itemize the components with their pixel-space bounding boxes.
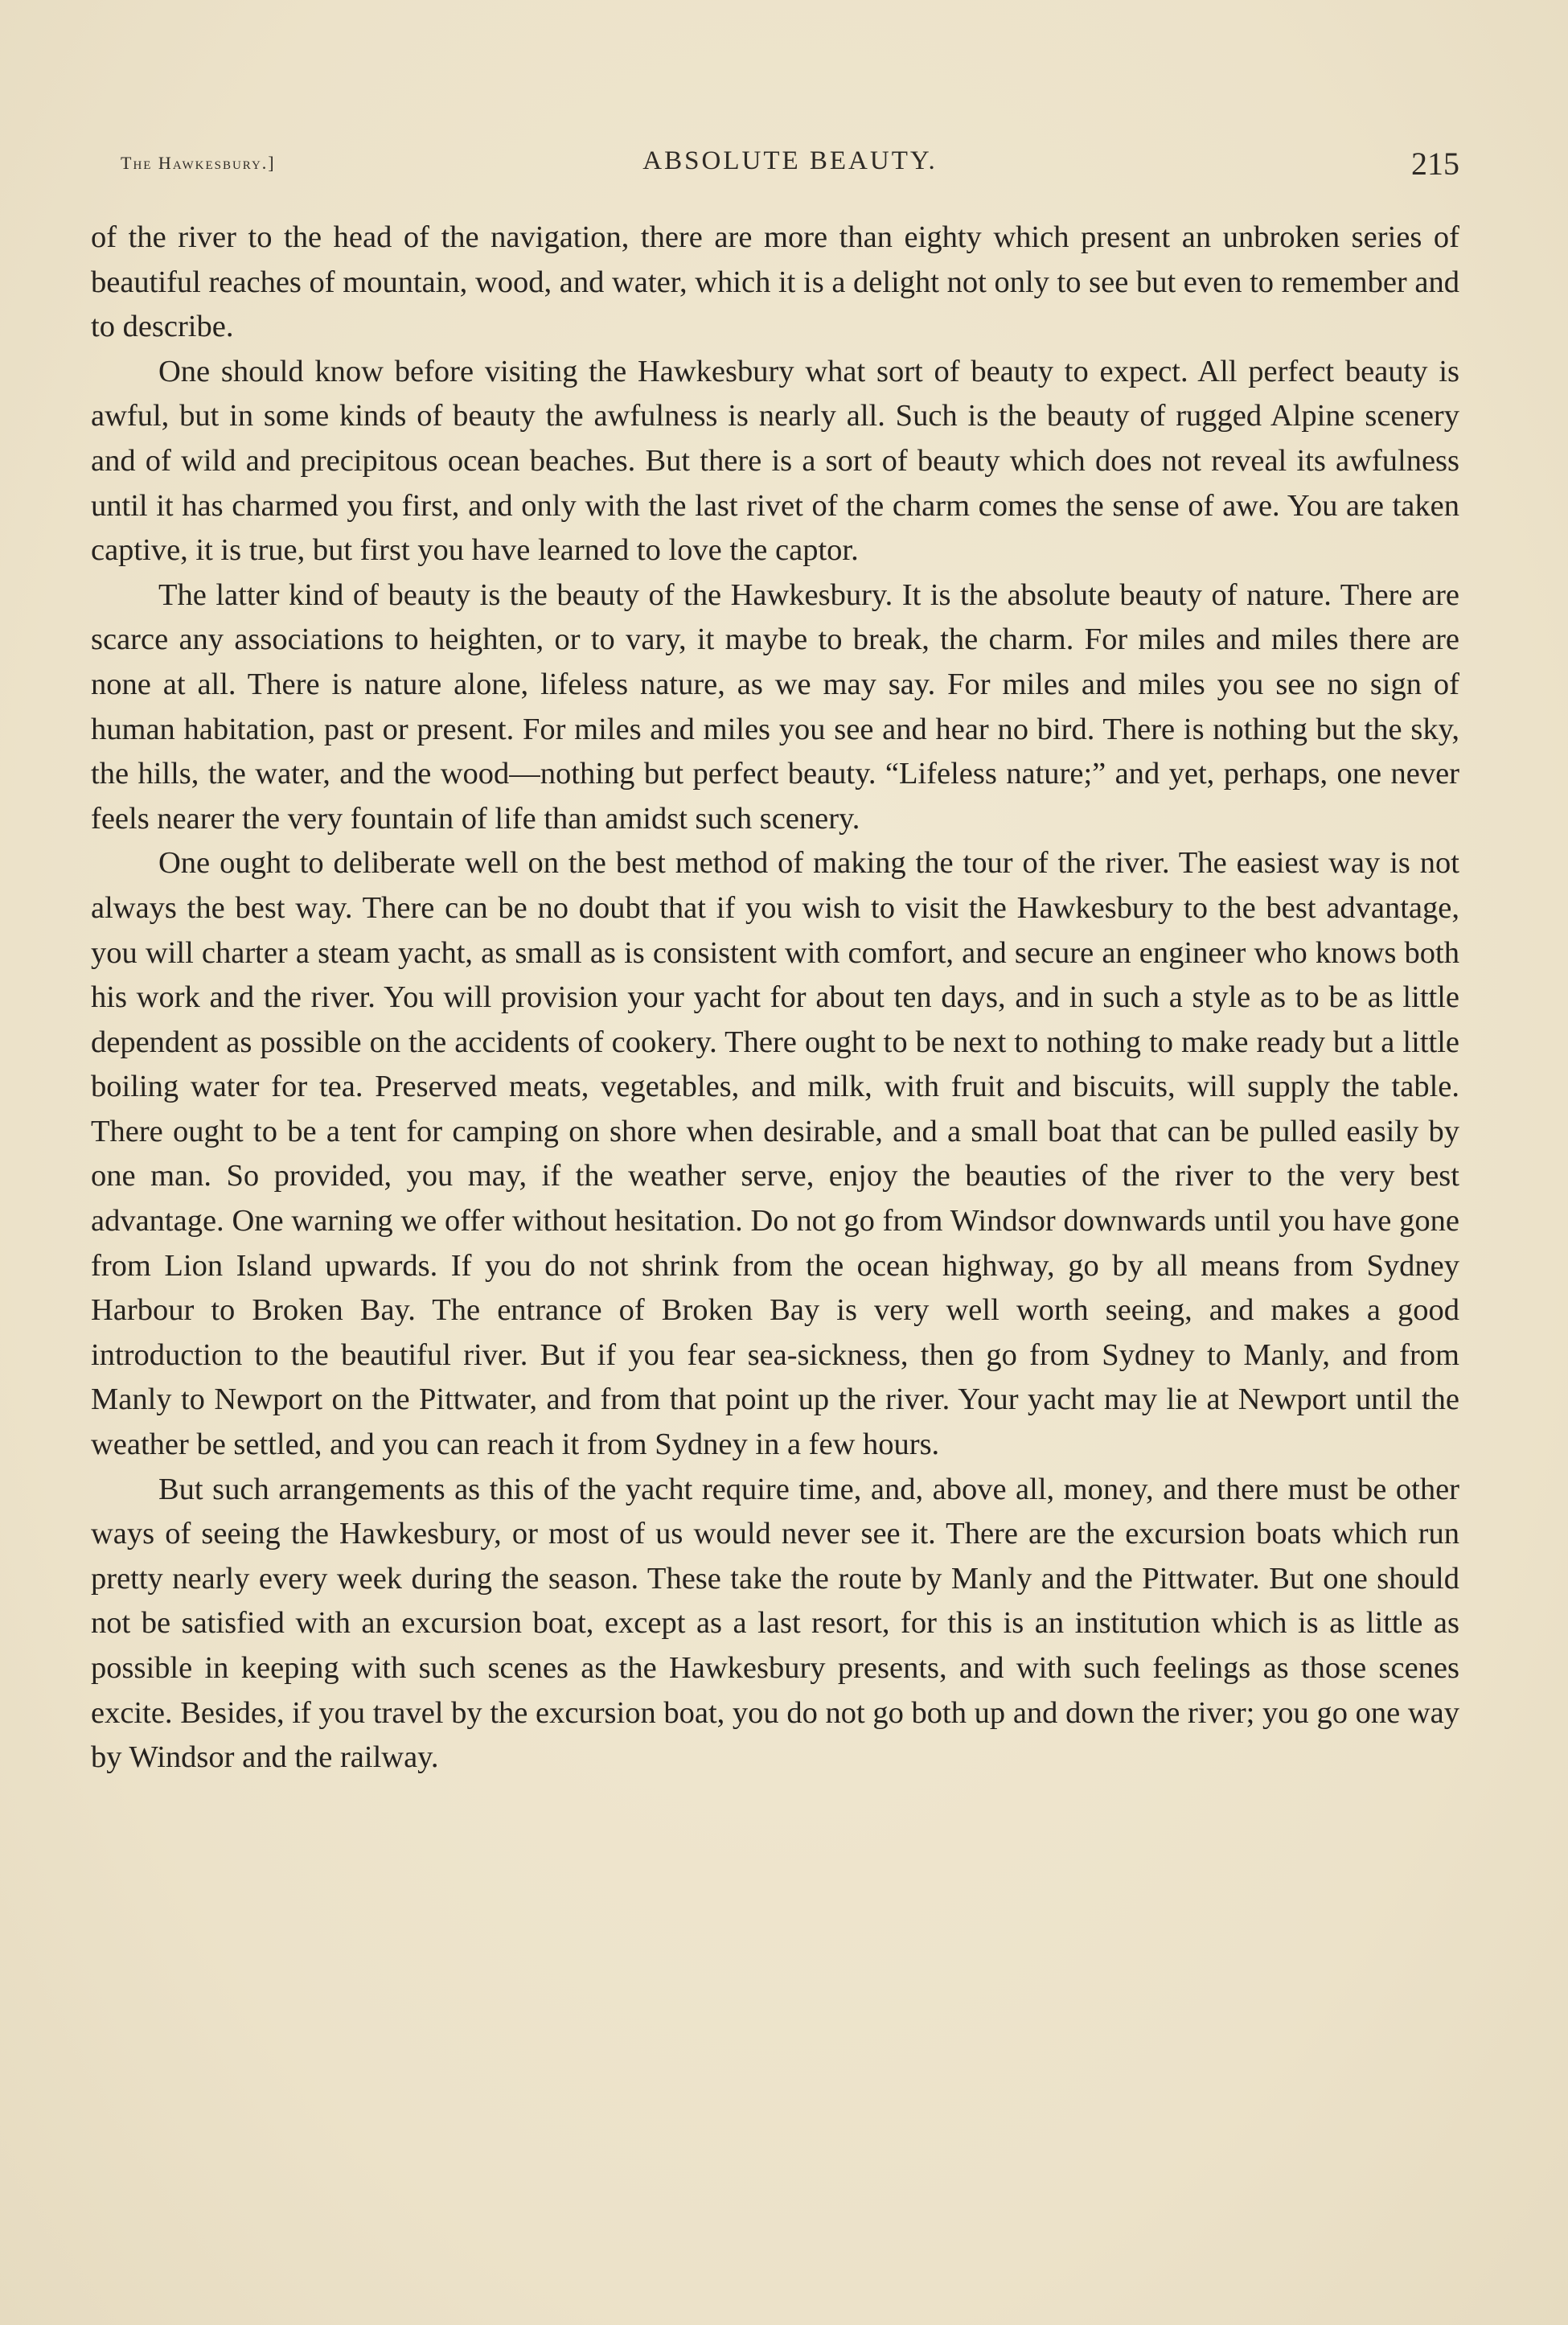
body-text — [91, 216, 1459, 1781]
page-number: 215 — [1411, 146, 1459, 182]
page-header — [121, 137, 1459, 193]
paragraph: But such arrangements as this of the yacht require time, and, above all, money, and there must be other ways of seeing the Hawkesbury, or most of us would never see it. There are the excursion boats which run pretty nearly every week during the season. These take the route by Manly and the Pittwater. But one should not be satisfied with an excursion boat, except as a last resort, for this is an institution which is as little as possible in keeping with such scenes as the Hawkesbury presents, and with such feelings as those scenes excite. Besides, if you travel by the excursion boat, you do not go both up and down the river; you go one way by Windsor and the railway. — [91, 1472, 1459, 1775]
paragraph: The latter kind of beauty is the beauty of the Hawkesbury. It is the absolute beauty of nature. There are scarce any associations to heighten, or to vary, it maybe to break, the charm. For miles and miles there are none at all. There is nature alone, lifeless nature, as we may say. For miles and miles you see no sign of human habitation, past or present. For miles and miles you see and hear no bird. There is nothing but the sky, the hills, the water, and the wood—nothing but perfect beauty. “Lifeless nature;” and yet, perhaps, one never feels nearer the very fountain of life than amidst such scenery. — [91, 577, 1459, 836]
running-head-title: ABSOLUTE BEAUTY. — [642, 146, 938, 175]
paragraph: One ought to deliberate well on the best method of making the tour of the river. The easiest way is not always the best way. There can be no doubt that if you wish to visit the Hawkesbury to the best advantage, you will charter a steam yacht, as small as is consistent with comfort, and secure an engineer who knows both his work and the river. You will provision your yacht for about ten days, and in such a style as to be as little dependent as possible on the accidents of cookery. There ought to be next to nothing to make ready but a little boiling water for tea. Preserved meats, vegetables, and milk, with fruit and biscuits, will supply the table. There ought to be a tent for camping on shore when desirable, and a small boat that can be pulled easily by one man. So provided, you may, if the weather serve, enjoy the beauties of the river to the very best advantage. One warning we offer without hesitation. Do not go from Windsor downwards until you have gone from Lion Island upwards. If you do not shrink from the ocean highway, go by all means from Sydney Harbour to Broken Bay. The entrance of Broken Bay is very well worth seeing, and makes a good introduction to the beautiful river. But if you fear sea-sickness, then go from Sydney to Manly, and from Manly to Newport on the Pittwater, and from that point up the river. Your yacht may lie at Newport until the weather be settled, and you can reach it from Sydney in a few hours. — [91, 846, 1459, 1462]
paragraph: One should know before visiting the Hawkesbury what sort of beauty to expect. All perfect beauty is awful, but in some kinds of beauty the awfulness is nearly all. Such is the beauty of rugged Alpine scenery and of wild and precipitous ocean beaches. But there is a sort of beauty which does not reveal its awfulness until it has charmed you first, and only with the last rivet of the charm comes the sense of awe. You are taken captive, it is true, but first you have learned to love the captor. — [91, 354, 1459, 568]
running-head-left: The Hawkesbury.] — [121, 153, 276, 173]
paragraph-continued: of the river to the head of the navigation, there are more than eighty which present an unbroken series of beautiful reaches of mountain, wood, and water, which it is a delight not only to see but even to remember and to describe. — [91, 220, 1459, 344]
